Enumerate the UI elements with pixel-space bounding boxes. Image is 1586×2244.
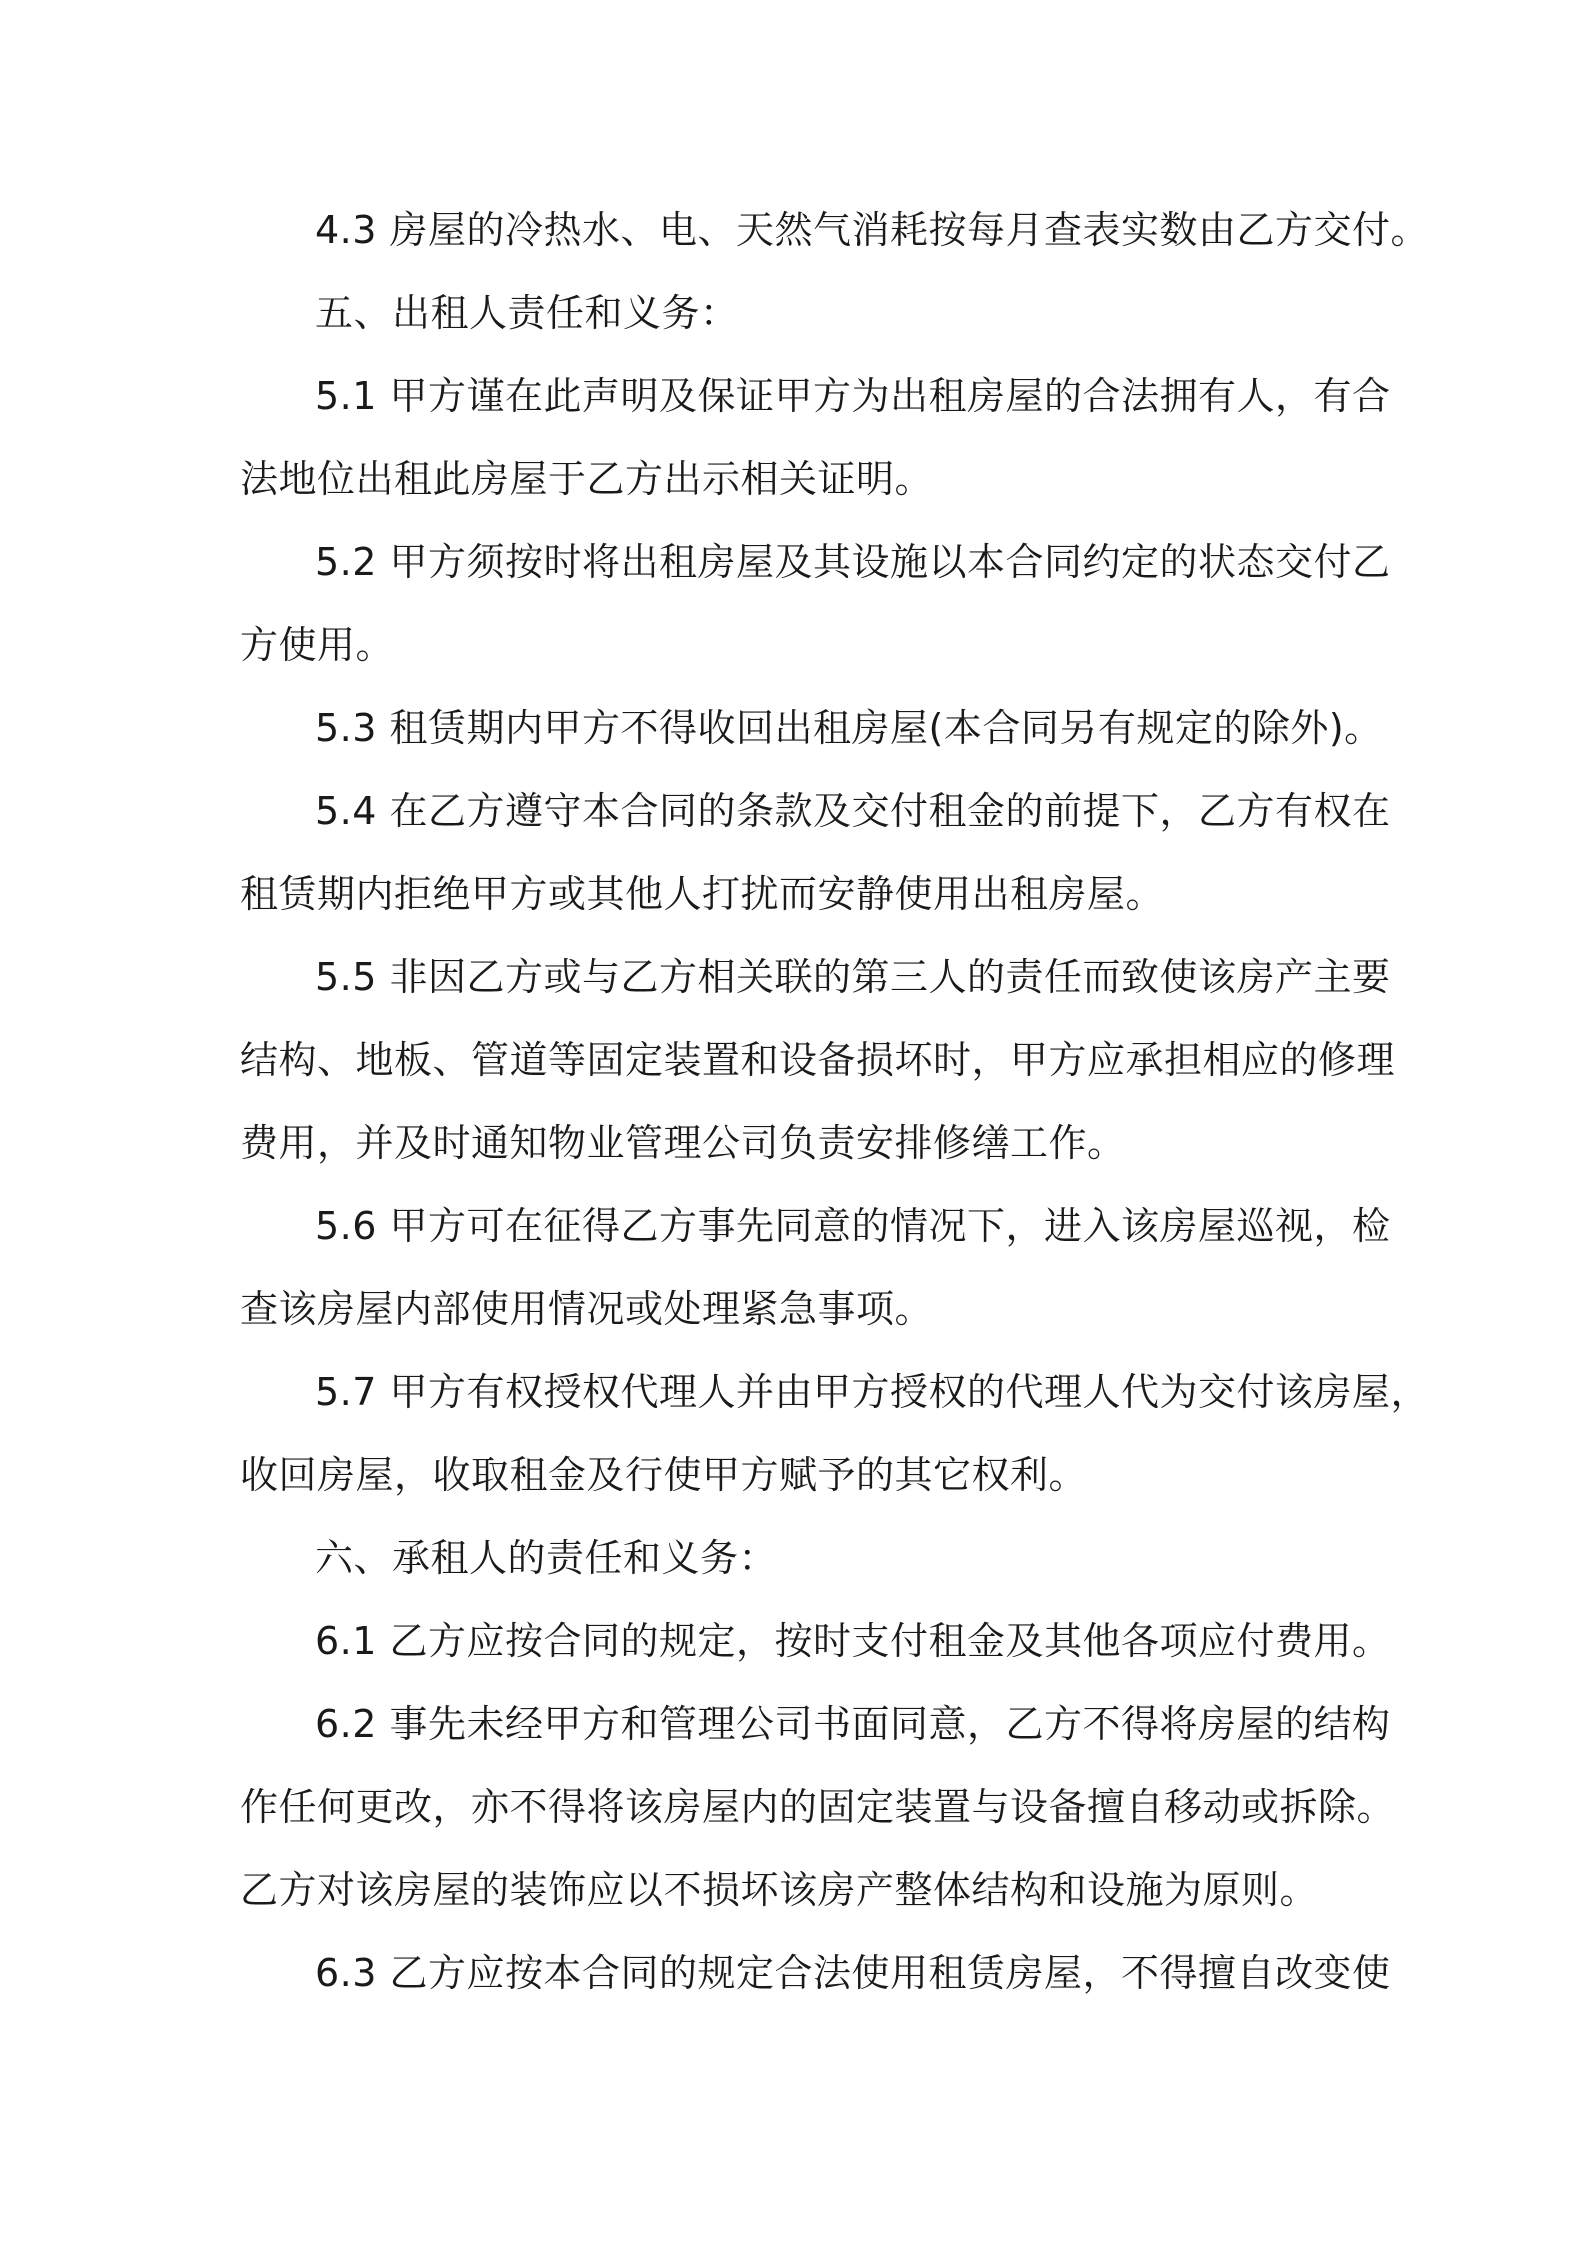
clause-4-3-line: 4.3 房屋的冷热水、电、天然气消耗按每月查表实数由乙方交付。 bbox=[315, 208, 1430, 252]
clause-6-2-line-2: 作任何更改，亦不得将该房屋内的固定装置与设备擅自移动或拆除。 bbox=[240, 1785, 1396, 1829]
clause-5-5-line-2: 结构、地板、管道等固定装置和设备损坏时，甲方应承担相应的修理 bbox=[240, 1038, 1396, 1082]
clause-5-2-line-2: 方使用。 bbox=[240, 623, 395, 667]
clause-5-3-line: 5.3 租赁期内甲方不得收回出租房屋(本合同另有规定的除外)。 bbox=[315, 706, 1383, 750]
clause-6-2-line-3: 乙方对该房屋的装饰应以不损坏该房产整体结构和设施为原则。 bbox=[240, 1868, 1319, 1912]
clause-5-7-line-2: 收回房屋，收取租金及行使甲方赋予的其它权利。 bbox=[240, 1453, 1088, 1497]
clause-5-5-line-3: 费用，并及时通知物业管理公司负责安排修缮工作。 bbox=[240, 1121, 1126, 1165]
clause-5-4-line-2: 租赁期内拒绝甲方或其他人打扰而安静使用出租房屋。 bbox=[240, 872, 1165, 916]
clause-6-2-line-1: 6.2 事先未经甲方和管理公司书面同意，乙方不得将房屋的结构 bbox=[315, 1702, 1391, 1746]
clause-5-5-line-1: 5.5 非因乙方或与乙方相关联的第三人的责任而致使该房产主要 bbox=[315, 955, 1391, 999]
clause-5-6-line-1: 5.6 甲方可在征得乙方事先同意的情况下，进入该房屋巡视，检 bbox=[315, 1204, 1391, 1248]
clause-5-1-line-1: 5.1 甲方谨在此声明及保证甲方为出租房屋的合法拥有人，有合 bbox=[315, 374, 1391, 418]
clause-5-2-line-1: 5.2 甲方须按时将出租房屋及其设施以本合同约定的状态交付乙 bbox=[315, 540, 1391, 584]
section-5-heading: 五、出租人责任和义务： bbox=[315, 291, 739, 335]
clause-5-7-line-1: 5.7 甲方有权授权代理人并由甲方授权的代理人代为交付该房屋， bbox=[315, 1370, 1430, 1414]
clause-5-6-line-2: 查该房屋内部使用情况或处理紧急事项。 bbox=[240, 1287, 934, 1331]
section-6-heading: 六、承租人的责任和义务： bbox=[315, 1536, 778, 1580]
clause-6-3-line-1: 6.3 乙方应按本合同的规定合法使用租赁房屋，不得擅自改变使 bbox=[315, 1951, 1391, 1995]
clause-5-1-line-2: 法地位出租此房屋于乙方出示相关证明。 bbox=[240, 457, 934, 501]
clause-5-4-line-1: 5.4 在乙方遵守本合同的条款及交付租金的前提下，乙方有权在 bbox=[315, 789, 1391, 833]
clause-6-1-line: 6.1 乙方应按合同的规定，按时支付租金及其他各项应付费用。 bbox=[315, 1619, 1391, 1663]
